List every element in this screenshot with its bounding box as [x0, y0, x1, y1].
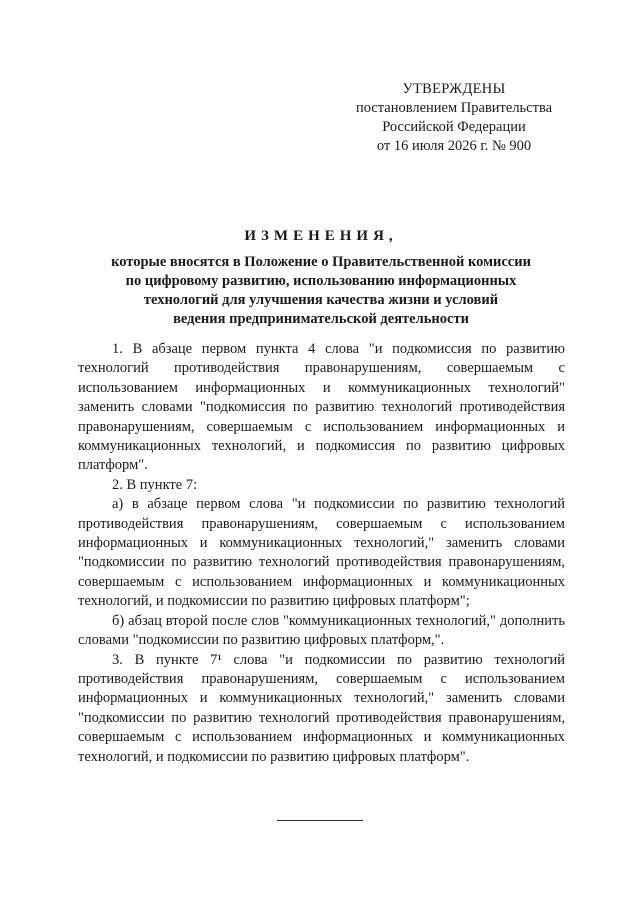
paragraph-2: 2. В пункте 7: — [112, 476, 198, 493]
document-title-block — [78, 228, 564, 329]
document-subtitle-line: технологий для улучшения качества жизни и условий — [143, 292, 499, 308]
approval-title: УТВЕРЖДЕНЫ — [402, 81, 506, 97]
document-heading: ИЗМЕНЕНИЯ, — [244, 228, 398, 244]
approval-stamp — [334, 80, 574, 156]
document-subtitle-line: ведения предпринимательской деятельности — [173, 311, 469, 327]
approval-line: Российской Федерации — [382, 119, 526, 135]
paragraph-1: 1. В абзаце первом пункта 4 слова "и подкомиссия по развитию технологий противодействия правонарушениям, совершаемым с использованием информационных и коммуникационных технологий" заменить словами "подкомиссия по развитию технологий противодействия правонарушениям, совершаемым с использованием информационных и коммуникационных технологий, и подкомиссия по развитию цифровых платформ". — [78, 341, 565, 474]
paragraph-3: 3. В пункте 7¹ слова "и подкомиссии по развитию технологий противодействия правонарушениям, совершаемым с использованием информационных и коммуникационных технологий," заменить словами "подкомиссии по развитию технологий противодействия правонарушениям, совершаемым с использованием информационных и коммуникационных технологий, и подкомиссии по развитию цифровых платформ". — [78, 651, 565, 765]
paragraph-2a: а) в абзаце первом слова "и подкомиссии по развитию технологий противодействия правонарушениям, совершаемым с использованием информационных и коммуникационных технологий," заменить словами "подкомиссии по развитию технологий противодействия правонарушениям, совершаемым с использованием информационных и коммуникационных технологий, и подкомиссии по развитию цифровых платформ"; — [78, 496, 565, 610]
paragraph-2b: б) абзац второй после слов "коммуникационных технологий," дополнить словами "подкомиссии по развитию цифровых платформ,". — [78, 612, 565, 649]
approval-date: от 16 июля 2026 г. № 900 — [376, 138, 532, 154]
document-subtitle-line: по цифровому развитию, использованию информационных — [125, 273, 517, 289]
document-body — [78, 340, 565, 767]
document-subtitle-line: которые вносятся в Положение о Правительственной комиссии — [111, 254, 531, 270]
end-divider — [277, 820, 363, 821]
approval-line: постановлением Правительства — [355, 100, 553, 116]
